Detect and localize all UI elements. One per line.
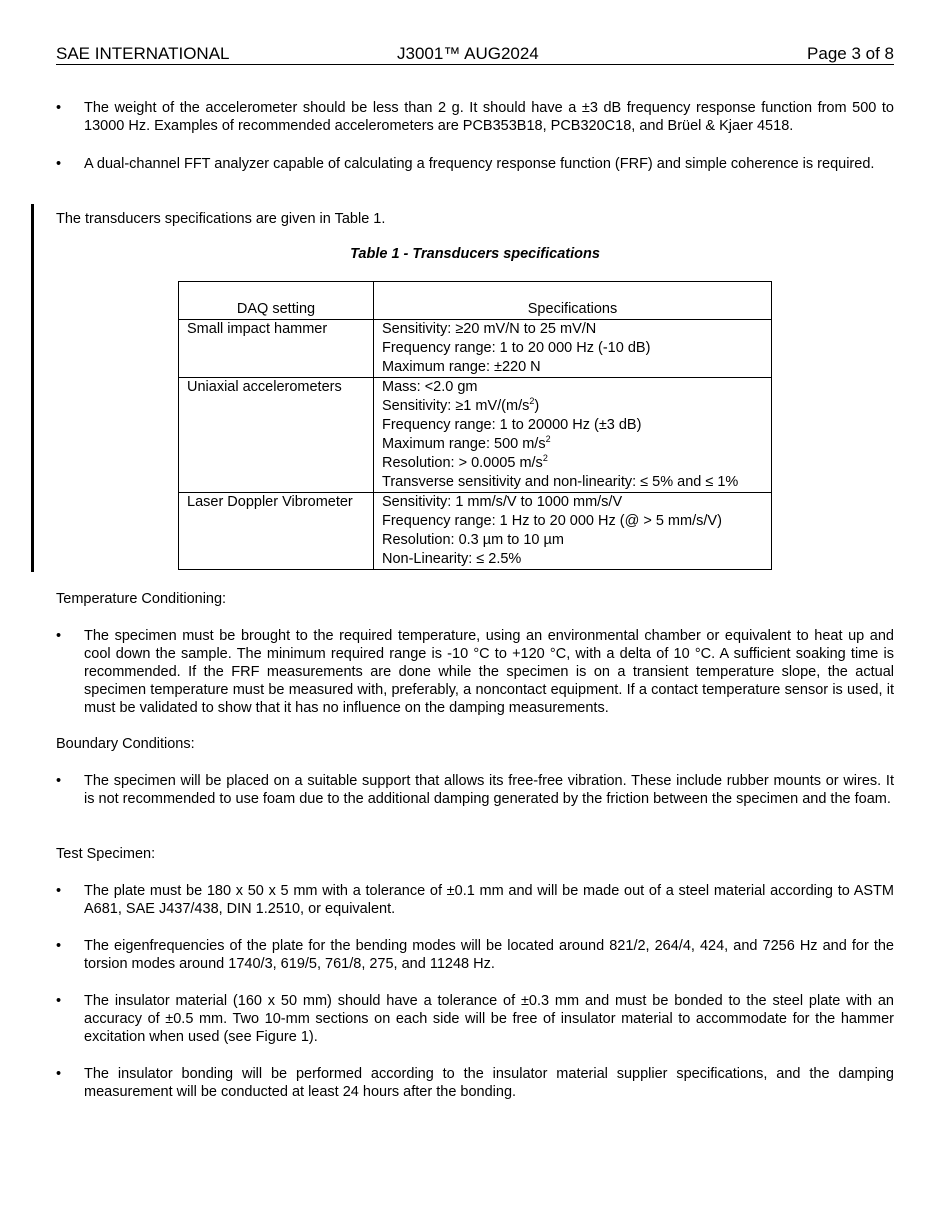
header-page-number: Page 3 of 8 (807, 44, 894, 63)
bullet-marker: • (56, 156, 62, 172)
table-caption: Table 1 - Transducers specifications (350, 246, 600, 262)
bullet-marker: • (56, 938, 62, 954)
bullet-marker: • (56, 628, 62, 644)
spec-text: ) (534, 398, 540, 414)
list-item (56, 992, 894, 1046)
bullet-text: A dual-channel FFT analyzer capable of calculating a frequency response function (FRF) and simple coherence is required. (84, 156, 875, 172)
list-item (56, 772, 894, 808)
section-heading-boundary: Boundary Conditions: (56, 736, 195, 752)
table-row (179, 493, 772, 570)
bullet-marker: • (56, 773, 62, 789)
spec-text: Maximum range: 500 m/s (382, 436, 546, 452)
column-header: Specifications (374, 282, 772, 320)
spec-line (382, 454, 763, 473)
spec-line: Maximum range: ±220 N (382, 359, 541, 375)
specifications-cell (374, 493, 772, 570)
spec-line: Frequency range: 1 to 20 000 Hz (-10 dB) (382, 340, 651, 356)
spec-line: Resolution: 0.3 µm to 10 µm (382, 532, 564, 548)
list-item (56, 937, 894, 973)
header-organization: SAE INTERNATIONAL (56, 44, 230, 63)
bullet-marker: • (56, 993, 62, 1009)
list-item (56, 627, 894, 717)
bullet-text: The insulator material (160 x 50 mm) should have a tolerance of ±0.3 mm and must be bonded to the steel plate with an accuracy of ±0.5 mm. Two 10-mm sections on each side will be free of insulator material to accommodate for the hammer excitation when used (see Figure 1). (84, 993, 894, 1045)
list-item (56, 1065, 894, 1101)
table-header-row (179, 282, 772, 320)
bullet-text: The specimen must be brought to the required temperature, using an environmental chamber or equivalent to heat up and cool down the sample. The minimum required range is -10 °C to +120 °C, with a delta of 10 °C. A sufficient soaking time is recommended. If the FRF measurements are done while the specimen is on a transient temperature slope, the actual specimen temperature must be measured with, preferably, a noncontact equipment. If a contact temperature sensor is used, it must be validated to show that it has no influence on the damping measurements. (84, 628, 894, 716)
spec-line: Frequency range: 1 to 20000 Hz (±3 dB) (382, 417, 642, 433)
superscript: 2 (529, 396, 535, 407)
list-item (56, 882, 894, 918)
table-row (179, 320, 772, 378)
column-header: DAQ setting (179, 282, 374, 320)
section-heading-specimen: Test Specimen: (56, 846, 156, 862)
spec-line (382, 435, 763, 454)
spec-line: Mass: <2.0 gm (382, 379, 478, 395)
spec-line: Non-Linearity: ≤ 2.5% (382, 551, 522, 567)
daq-setting-cell: Small impact hammer (179, 320, 374, 378)
spec-line: Frequency range: 1 Hz to 20 000 Hz (@ > 5 mm/s/V) (382, 513, 722, 529)
bullet-marker: • (56, 883, 62, 899)
header-document-number: J3001™ AUG2024 (397, 44, 539, 63)
bullet-text: The specimen will be placed on a suitable support that allows its free-free vibration. These include rubber mounts or wires. It is not recommended to use foam due to the additional damping generated by the friction between the specimen and the foam. (84, 773, 894, 807)
transducers-table (178, 281, 772, 570)
list-item (56, 155, 894, 173)
page-header (56, 44, 894, 65)
bullet-text: The insulator bonding will be performed according to the insulator material supplier specifications, and the damping measurement will be conducted at least 24 hours after the bonding. (84, 1066, 894, 1100)
bullet-text: The plate must be 180 x 50 x 5 mm with a tolerance of ±0.1 mm and will be made out of a steel material according to ASTM A681, SAE J437/438, DIN 1.2510, or equivalent. (84, 883, 894, 917)
specifications-cell (374, 378, 772, 493)
intro-paragraph: The transducers specifications are given in Table 1. (56, 211, 386, 227)
bullet-text: The weight of the accelerometer should be less than 2 g. It should have a ±3 dB frequency response function from 500 to 13000 Hz. Examples of recommended accelerometers are PCB353B18, PCB320C18, and Brüel & Kjaer 4518. (84, 100, 894, 134)
table-row (179, 378, 772, 493)
spec-text: Sensitivity: ≥1 mV/(m/s (382, 398, 530, 414)
superscript: 2 (542, 453, 548, 464)
superscript: 2 (545, 434, 551, 445)
spec-line: Sensitivity: 1 mm/s/V to 1000 mm/s/V (382, 494, 623, 510)
list-item (56, 99, 894, 135)
section-heading-temperature: Temperature Conditioning: (56, 591, 227, 607)
specifications-cell (374, 320, 772, 378)
spec-line (382, 397, 763, 416)
daq-setting-cell: Laser Doppler Vibrometer (179, 493, 374, 570)
bullet-marker: • (56, 100, 62, 116)
bullet-text: The eigenfrequencies of the plate for the bending modes will be located around 821/2, 264/4, 424, and 7256 Hz and for the torsion modes around 1740/3, 619/5, 761/8, 275, and 11248 Hz. (84, 938, 894, 972)
spec-line: Transverse sensitivity and non-linearity: ≤ 5% and ≤ 1% (382, 474, 739, 490)
bullet-marker: • (56, 1066, 62, 1082)
spec-text: Resolution: > 0.0005 m/s (382, 455, 543, 471)
daq-setting-cell: Uniaxial accelerometers (179, 378, 374, 493)
spec-line: Sensitivity: ≥20 mV/N to 25 mV/N (382, 321, 597, 337)
